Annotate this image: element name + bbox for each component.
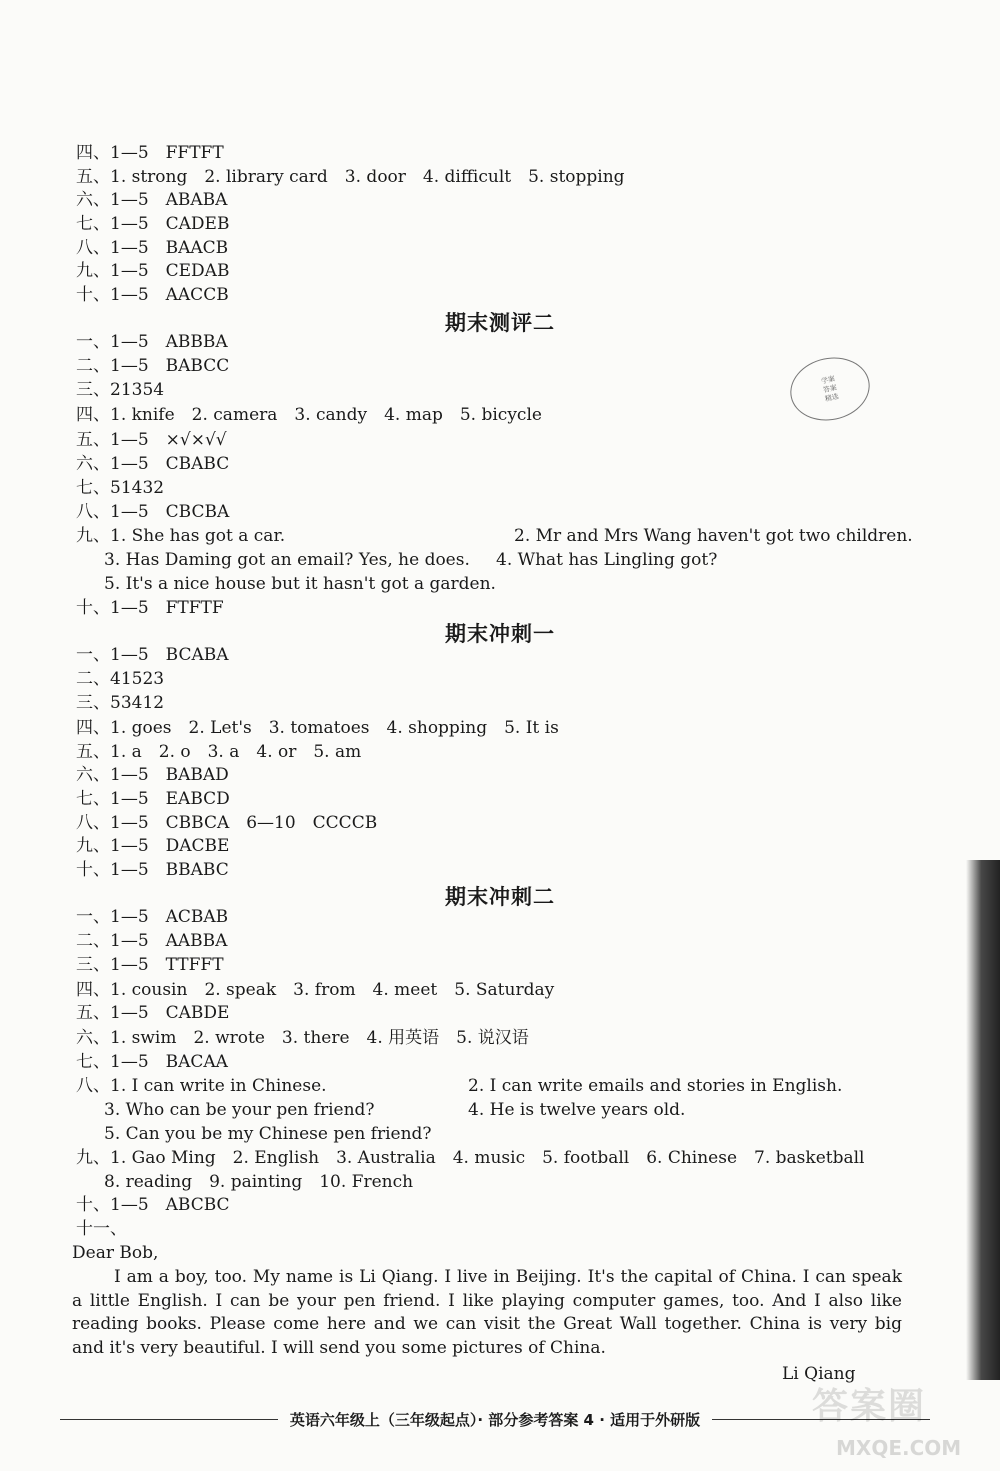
stamp-text: 学案 [820,374,836,386]
answer-line: 十、1—5 BBABC [76,860,229,880]
stamp-text: 答案 [822,383,838,394]
letter-body: I am a boy, too. My name is Li Qiang. I live in Beijing. It's the capital of China. I can speak a little English. I can be your pen friend. I like playing computer games, too. And I also like reading books. Please come here and we can visit the Great Wall together. China is very big and it's very beautiful. I will send you some pictures of China. [72,1267,902,1358]
letter-signature: Li Qiang [782,1364,856,1384]
answer-line: 5. Can you be my Chinese pen friend? [104,1124,432,1144]
answer-line: 二、1—5 BABCC [76,356,230,376]
answer-line [104,548,718,572]
answer-item: 2. Mr and Mrs Wang haven't got two children. [514,526,913,546]
section-title: 期末冲刺一 [445,622,555,646]
answer-line: 三、53412 [76,693,165,713]
answer-line: 五、1—5 ×√×√√ [76,430,227,450]
answer-line: 二、41523 [76,669,165,689]
answer-line: 五、1. strong 2. library card 3. door 4. difficult 5. stopping [76,167,625,187]
answer-line: 一、1—5 BCABA [76,645,229,665]
answer-line: 三、1—5 TTFFT [76,955,224,975]
answer-line: 一、1—5 ABBBA [76,332,228,352]
answer-line: 四、1. cousin 2. speak 3. from 4. meet 5. Saturday [76,980,555,1000]
answer-item: 4. He is twelve years old. [468,1100,686,1120]
answer-line: 七、51432 [76,478,165,498]
letter-greeting: Dear Bob, [72,1243,159,1263]
answer-line: 七、1—5 CADEB [76,214,230,234]
watermark-url: MXQE.COM [836,1436,962,1460]
answer-line [104,1098,686,1122]
section-title: 期末冲刺二 [445,885,555,909]
answer-line: 8. reading 9. painting 10. French [104,1172,414,1192]
answer-line: 六、1—5 BABAD [76,765,229,785]
page-footer [60,1406,930,1432]
answer-item: 2. I can write emails and stories in English. [468,1076,843,1096]
watermark-logo: 答案圈 [812,1386,927,1427]
answer-item: 3. Has Daming got an email? Yes, he does. [104,550,470,570]
answer-line: 七、1—5 EABCD [76,789,230,809]
section-title: 期末测评二 [445,311,555,335]
answer-item: 4. What has Lingling got? [496,550,718,570]
answer-line: 九、1—5 CEDAB [76,261,230,281]
answer-line: 八、1—5 CBBCA 6—10 CCCCB [76,813,378,833]
answer-line: 九、1. Gao Ming 2. English 3. Australia 4. music 5. football 6. Chinese 7. basketball [76,1148,865,1168]
footer-text: 英语六年级上（三年级起点）· 部分参考答案 4 · 适用于外研版 [289,1410,701,1429]
answer-line: 八、1—5 BAACB [76,238,229,258]
stamp-seal [784,350,875,427]
answer-item: 3. Who can be your pen friend? [104,1100,375,1120]
answer-line: 五、1. a 2. o 3. a 4. or 5. am [76,742,362,762]
answer-line: 六、1. swim 2. wrote 3. there 4. 用英语 5. 说汉语 [76,1028,529,1048]
answer-line: 四、1. goes 2. Let's 3. tomatoes 4. shopping 5. It is [76,718,559,738]
answer-line: 九、1—5 DACBE [76,836,230,856]
answer-line: 十、1—5 ABCBC [76,1195,230,1215]
answer-line: 二、1—5 AABBA [76,931,228,951]
footer-rule-left [60,1419,278,1420]
answer-line: 三、21354 [76,380,165,400]
answer-line: 八、1—5 CBCBA [76,502,230,522]
answer-line [76,524,913,548]
answer-line: 四、1—5 FFTFT [76,143,224,163]
answer-line: 六、1—5 ABABA [76,190,228,210]
stamp-text: 精选 [824,391,840,403]
answer-line: 四、1. knife 2. camera 3. candy 4. map 5. bicycle [76,405,542,425]
answer-line: 十一、 [76,1219,127,1239]
answer-line: 六、1—5 CBABC [76,454,230,474]
answer-line [76,1074,843,1098]
answer-line: 五、1—5 CABDE [76,1003,230,1023]
answer-item: 八、1. I can write in Chinese. [76,1076,327,1096]
answer-line: 十、1—5 FTFTF [76,598,224,618]
answer-line: 七、1—5 BACAA [76,1052,228,1072]
answer-line: 十、1—5 AACCB [76,285,229,305]
answer-item: 九、1. She has got a car. [76,526,286,546]
page-edge-shadow [966,860,1000,1380]
answer-line: 一、1—5 ACBAB [76,907,229,927]
answer-line: 5. It's a nice house but it hasn't got a garden. [104,574,496,594]
